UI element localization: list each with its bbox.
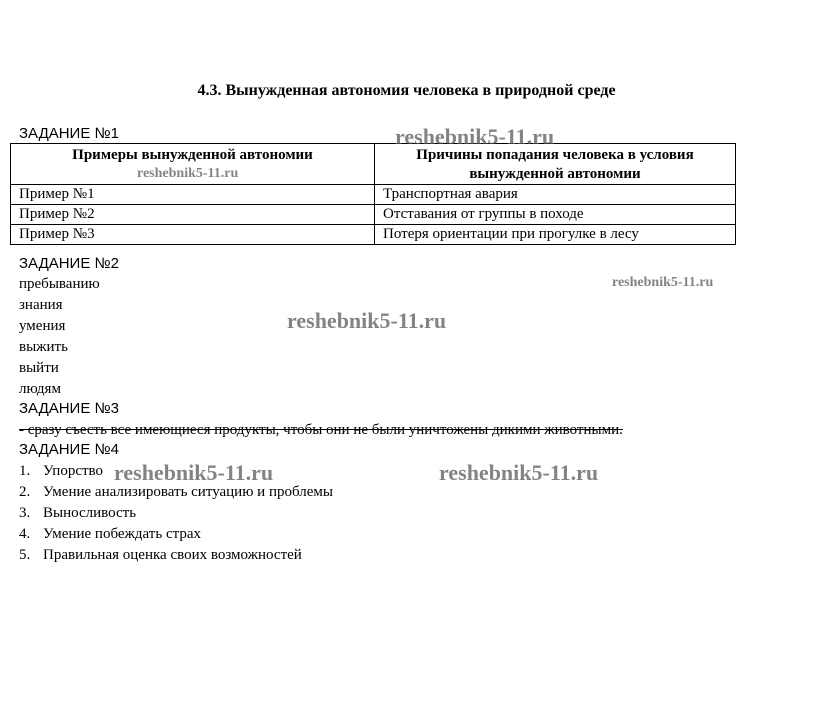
watermark: reshebnik5-11.ru [612,275,714,290]
table-row [11,185,736,205]
table-row [11,225,736,245]
table-header-cell: Примеры вынужденной автономии [11,144,375,185]
task1-table [10,143,736,245]
table-cell: Пример №3 [11,225,375,245]
task2-label: ЗАДАНИЕ №2 [19,255,119,272]
list-item: 2. Умение анализировать ситуацию и проблемы [19,484,333,500]
table-cell: Транспортная авария [375,185,736,205]
table-row [11,205,736,225]
task2-word-list [19,274,100,400]
task3-label: ЗАДАНИЕ №3 [19,400,119,417]
table-cell: Потеря ориентации при прогулке в лесу [375,225,736,245]
list-item: выйти [19,360,59,376]
watermark: reshebnik5-11.ru [287,308,447,333]
table-cell: Пример №1 [11,185,375,205]
list-item: людям [19,381,61,397]
list-item: выжить [19,339,68,355]
list-item: умения [19,318,66,334]
table-cell: Пример №2 [11,205,375,225]
watermark: reshebnik5-11.ru [439,460,599,485]
watermark: reshebnik5-11.ru [395,124,555,149]
task4-label: ЗАДАНИЕ №4 [19,441,119,458]
task1-label: ЗАДАНИЕ №1 [19,125,119,142]
list-item: 3. Выносливость [19,505,137,521]
list-item: пребыванию [19,276,100,292]
table-cell: Отставания от группы в походе [375,205,736,225]
list-item: знания [19,297,63,313]
table-header-cell: Причины попадания человека в условия вынужденной автономии [375,144,736,185]
page-title: 4.3. Вынужденная автономия человека в природной среде [197,82,616,99]
watermark: reshebnik5-11.ru [114,460,274,485]
list-item: 5. Правильная оценка своих возможностей [19,547,302,563]
list-item: 1. Упорство [19,463,104,479]
task4-list [19,461,333,566]
table-header-row [11,144,736,185]
list-item: 4. Умение побеждать страх [19,526,201,542]
task3-text: - сразу съесть все имеющиеся продукты, чтобы они не были уничтожены дикими животными. [19,422,623,438]
watermark: reshebnik5-11.ru [137,166,239,181]
